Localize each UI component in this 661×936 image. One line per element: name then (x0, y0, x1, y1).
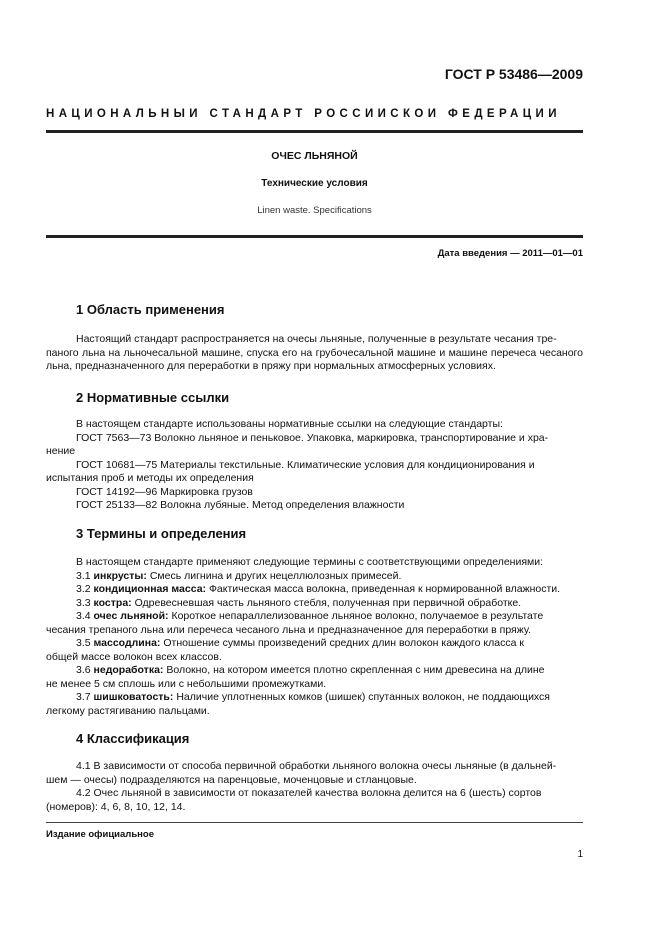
reference-3: ГОСТ 14192—96 Маркировка грузов (76, 485, 253, 498)
english-title: Linen waste. Specifications (257, 205, 372, 216)
section-1-heading: 1 Область применения (76, 302, 225, 317)
term-3-7: 3.7 шишковатость: Наличие уплотненных комков (шишек) спутанных волокон, не поддающихся (76, 691, 550, 703)
terms-intro: В настоящем стандарте применяют следующие термины с соответствующими определениями: (76, 556, 544, 568)
page-number: 1 (577, 849, 583, 860)
national-standard-banner: НАЦИОНАЛЬНЫЙ СТАНДАРТ РОССИЙСКОЙ ФЕДЕРАЦИИ (46, 108, 561, 120)
clause-4-1: 4.1 В зависимости от способа первичной обработки льняного волокна очесы льняные (в дальней- (76, 760, 557, 772)
header-rule (46, 130, 583, 133)
section-3-heading: 3 Термины и определения (76, 526, 247, 541)
title-rule (46, 235, 583, 238)
term-3-4: 3.4 очес льняной: Короткое непараллелизованное льняное волокно, получаемое в результате (76, 610, 544, 622)
clause-4-2: 4.2 Очес льняной в зависимости от показателей качества волокна делится на 6 (шесть) сортов (76, 787, 542, 799)
term-3-6: 3.6 недоработка: Волокно, на котором имеется плотно скрепленная с ним древесина на длине (76, 664, 545, 676)
term-3-3: 3.3 костра: Одревесневшая часть льняного стебля, полученная при первичной обработке. (76, 596, 522, 609)
section-3-terms: В настоящем стандарте применяют следующие термины с соответствующими определениями: 3.1 инкрусты: Смесь лигнина и других нецеллюлозных примесей. 3.2 кондиционная масса: Фактическая масса волокна, приведенная к нормированной влажности. 3.3 костра: Одревесневшая часть льняного стебля, полученная при первичной обработке. 3.4 очес льняной: Короткое непараллелизованное льняное волокно, получаемое в результате чесания трепаного льна или перечеса чесаного льна и предназначенное для переработки в пряжу. 3.5 массодлина: Отношение суммы произведений средних длин волокон каждого класса к общей массе волокон всех классов. 3.6 недоработка: Волокно, на котором имеется плотно скрепленная с ним древесина на длине не менее 5 см сплошь или с небольшими промежутками. 3.7 шишковатость: Наличие уплотненных комков (шишек) спутанных волокон, не поддающихся легкому растягиванию пальцами. (46, 556, 583, 718)
term-3-2: 3.2 кондиционная масса: Фактическая масса волокна, приведенная к нормированной влажности. (76, 583, 561, 595)
reference-2: ГОСТ 10681—75 Материалы текстильные. Климатические условия для кондиционирования и (76, 458, 535, 471)
section-4-heading: 4 Классификация (76, 731, 190, 746)
document-subtitle: Технические условия (261, 178, 368, 189)
footer-rule (46, 822, 583, 823)
references-intro: В настоящем стандарте использованы нормативные ссылки на следующие стандарты: (76, 418, 503, 430)
reference-1: ГОСТ 7563—73 Волокно льняное и пеньковое. Упаковка, маркировка, транспортирование и хра- (76, 431, 549, 444)
section-2-references: В настоящем стандарте использованы нормативные ссылки на следующие стандарты: ГОСТ 7563—73 Волокно льняное и пеньковое. Упаковка, маркировка, транспортирование и хра- нение ГОСТ 10681—75 Материалы текстильные. Климатические условия для кондиционирования и испытания проб и методы их определения ГОСТ 14192—96 Маркировка грузов ГОСТ 25133—82 Волокна лубяные. Метод определения влажности (46, 418, 583, 513)
official-edition-note: Издание официальное (46, 829, 154, 840)
section-4-paragraphs: 4.1 В зависимости от способа первичной обработки льняного волокна очесы льняные (в дальней- шем — очесы) подразделяются на паренцовые, моченцовые и стланцовые. 4.2 Очес льняной в зависимости от показателей качества волокна делится на 6 (шесть) сортов (номеров): 4, 6, 8, 10, 12, 14. (46, 760, 583, 814)
introduction-date: Дата введения — 2011—01—01 (437, 248, 583, 259)
document-code: ГОСТ Р 53486—2009 (444, 66, 583, 82)
term-3-5: 3.5 массодлина: Отношение суммы произведений средних длин волокон каждого класса к (76, 637, 524, 649)
section-1-paragraph: Настоящий стандарт распространяется на очесы льняные, полученные в результате чесания тре- паного льна на льночесальной машине, спуска его на грубочесальной машине и машине перечеса чесаного льна, предназначенного для переработки в пряжу при нормальных атмосферных условиях. (46, 333, 583, 372)
section-2-heading: 2 Нормативные ссылки (76, 390, 230, 405)
term-3-1: 3.1 инкрусты: Смесь лигнина и других нецеллюлозных примесей. (76, 569, 402, 582)
reference-4: ГОСТ 25133—82 Волокна лубяные. Метод определения влажности (76, 499, 405, 511)
document-title: ОЧЕС ЛЬНЯНОЙ (271, 150, 358, 162)
